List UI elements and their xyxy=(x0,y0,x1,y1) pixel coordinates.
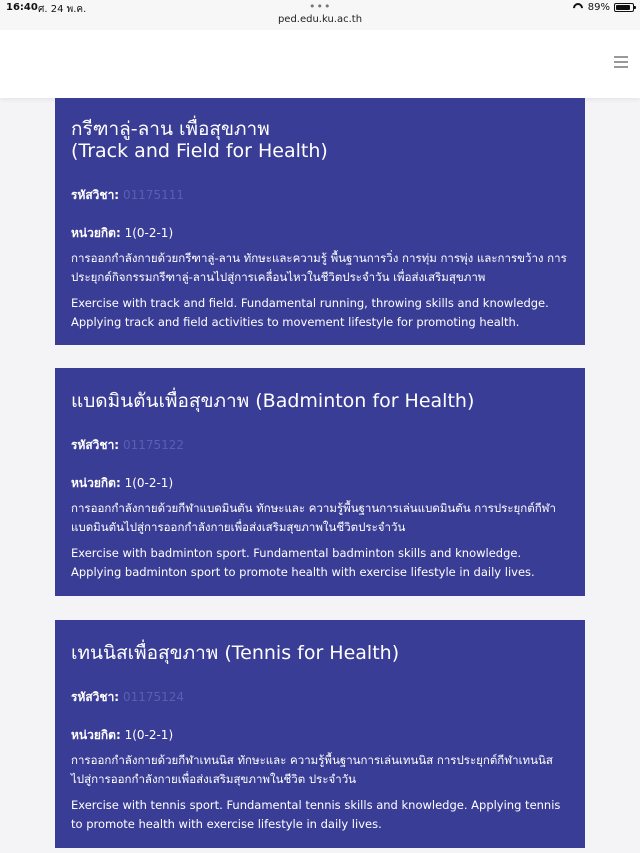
hamburger-menu-icon[interactable] xyxy=(614,56,628,70)
tab-overview-dots-icon[interactable]: ••• xyxy=(309,0,332,13)
course-code-value: 01175122 xyxy=(122,438,185,452)
course-credit-label: หน่วยกิต: xyxy=(71,728,121,742)
course-description-th: การออกกำลังกายด้วยกีฬาเทนนิส ทักษะและ ความรู้พื้นฐานการเล่นเทนนิส การประยุกต์กีฬาเทนนิส ไปสู่การออกกำลังกายเพื่อส่งเสริมสุขภาพในชีวิต ประจำวัน xyxy=(71,753,553,786)
course-description-en: Exercise with track and field. Fundamental running, throwing skills and knowledge. Applying track and field activities to movement lifestyle for promoting health. xyxy=(71,296,549,329)
status-time: 16:40 xyxy=(6,2,38,13)
course-code-value: 01175124 xyxy=(122,690,185,704)
battery-percent: 89% xyxy=(587,2,610,13)
course-credit-value: 1(0-2-1) xyxy=(120,728,174,742)
course-credit xyxy=(71,224,569,243)
course-code-label: รหัสวิชา: xyxy=(71,690,120,704)
wifi-icon xyxy=(572,3,584,12)
status-date: ศ. 24 พ.ค. xyxy=(38,4,87,15)
course-code-label: รหัสวิชา: xyxy=(71,188,120,202)
course-code-label: รหัสวิชา: xyxy=(71,438,120,452)
address-bar-url[interactable]: ped.edu.ku.ac.th xyxy=(277,14,363,25)
course-card-badminton xyxy=(55,368,585,596)
course-credit-label: หน่วยกิต: xyxy=(71,476,121,490)
course-code xyxy=(71,186,569,205)
course-title: แบดมินตันเพื่อสุขภาพ (Badminton for Health) xyxy=(71,390,475,412)
course-description-th: การออกกำลังกายด้วยกรีฑาลู่-ลาน ทักษะและความรู้ พื้นฐานการวิ่ง การทุ่ม การพุ่ง และการขว้าง การประยุกต์กิจกรรมกรีฑาลู่-ลานไปสู่การเคลื่อนไหวในชีวิตประจำวัน เพื่อส่งเสริมสุขภาพ xyxy=(71,251,567,284)
course-credit-value: 1(0-2-1) xyxy=(120,476,174,490)
site-header xyxy=(0,30,640,98)
status-indicators xyxy=(572,2,634,13)
course-credit-value: 1(0-2-1) xyxy=(120,226,174,240)
course-description-en: Exercise with tennis sport. Fundamental tennis skills and knowledge. Applying tennis to promote health with exercise lifestyle in daily lives. xyxy=(71,798,561,831)
battery-icon xyxy=(614,3,634,12)
course-description-en: Exercise with badminton sport. Fundamental badminton skills and knowledge. Applying badminton sport to promote health with exercise lifestyle in daily lives. xyxy=(71,546,535,579)
course-code-value: 01175111 xyxy=(122,188,185,202)
course-title: เทนนิสเพื่อสุขภาพ (Tennis for Health) xyxy=(71,642,400,664)
course-credit xyxy=(71,726,569,745)
battery-tip xyxy=(634,6,636,9)
course-title: กรีฑาลู่-ลาน เพื่อสุขภาพ (Track and Field for Health) xyxy=(71,118,328,162)
course-credit-label: หน่วยกิต: xyxy=(71,226,121,240)
course-card-track-and-field xyxy=(55,98,585,345)
course-code xyxy=(71,436,569,455)
battery-level-fill xyxy=(616,5,630,10)
course-card-tennis xyxy=(55,620,585,848)
course-credit xyxy=(71,474,569,493)
course-description-th: การออกกำลังกายด้วยกีฬาแบดมินตัน ทักษะและ ความรู้พื้นฐานการเล่นแบดมินตัน การประยุกต์กีฬาแบดมินตันไปสู่การออกกำลังกายเพื่อส่งเสริมสุขภาพในชีวิตประจำวัน xyxy=(71,501,556,534)
course-code xyxy=(71,688,569,707)
status-bar xyxy=(0,0,640,30)
